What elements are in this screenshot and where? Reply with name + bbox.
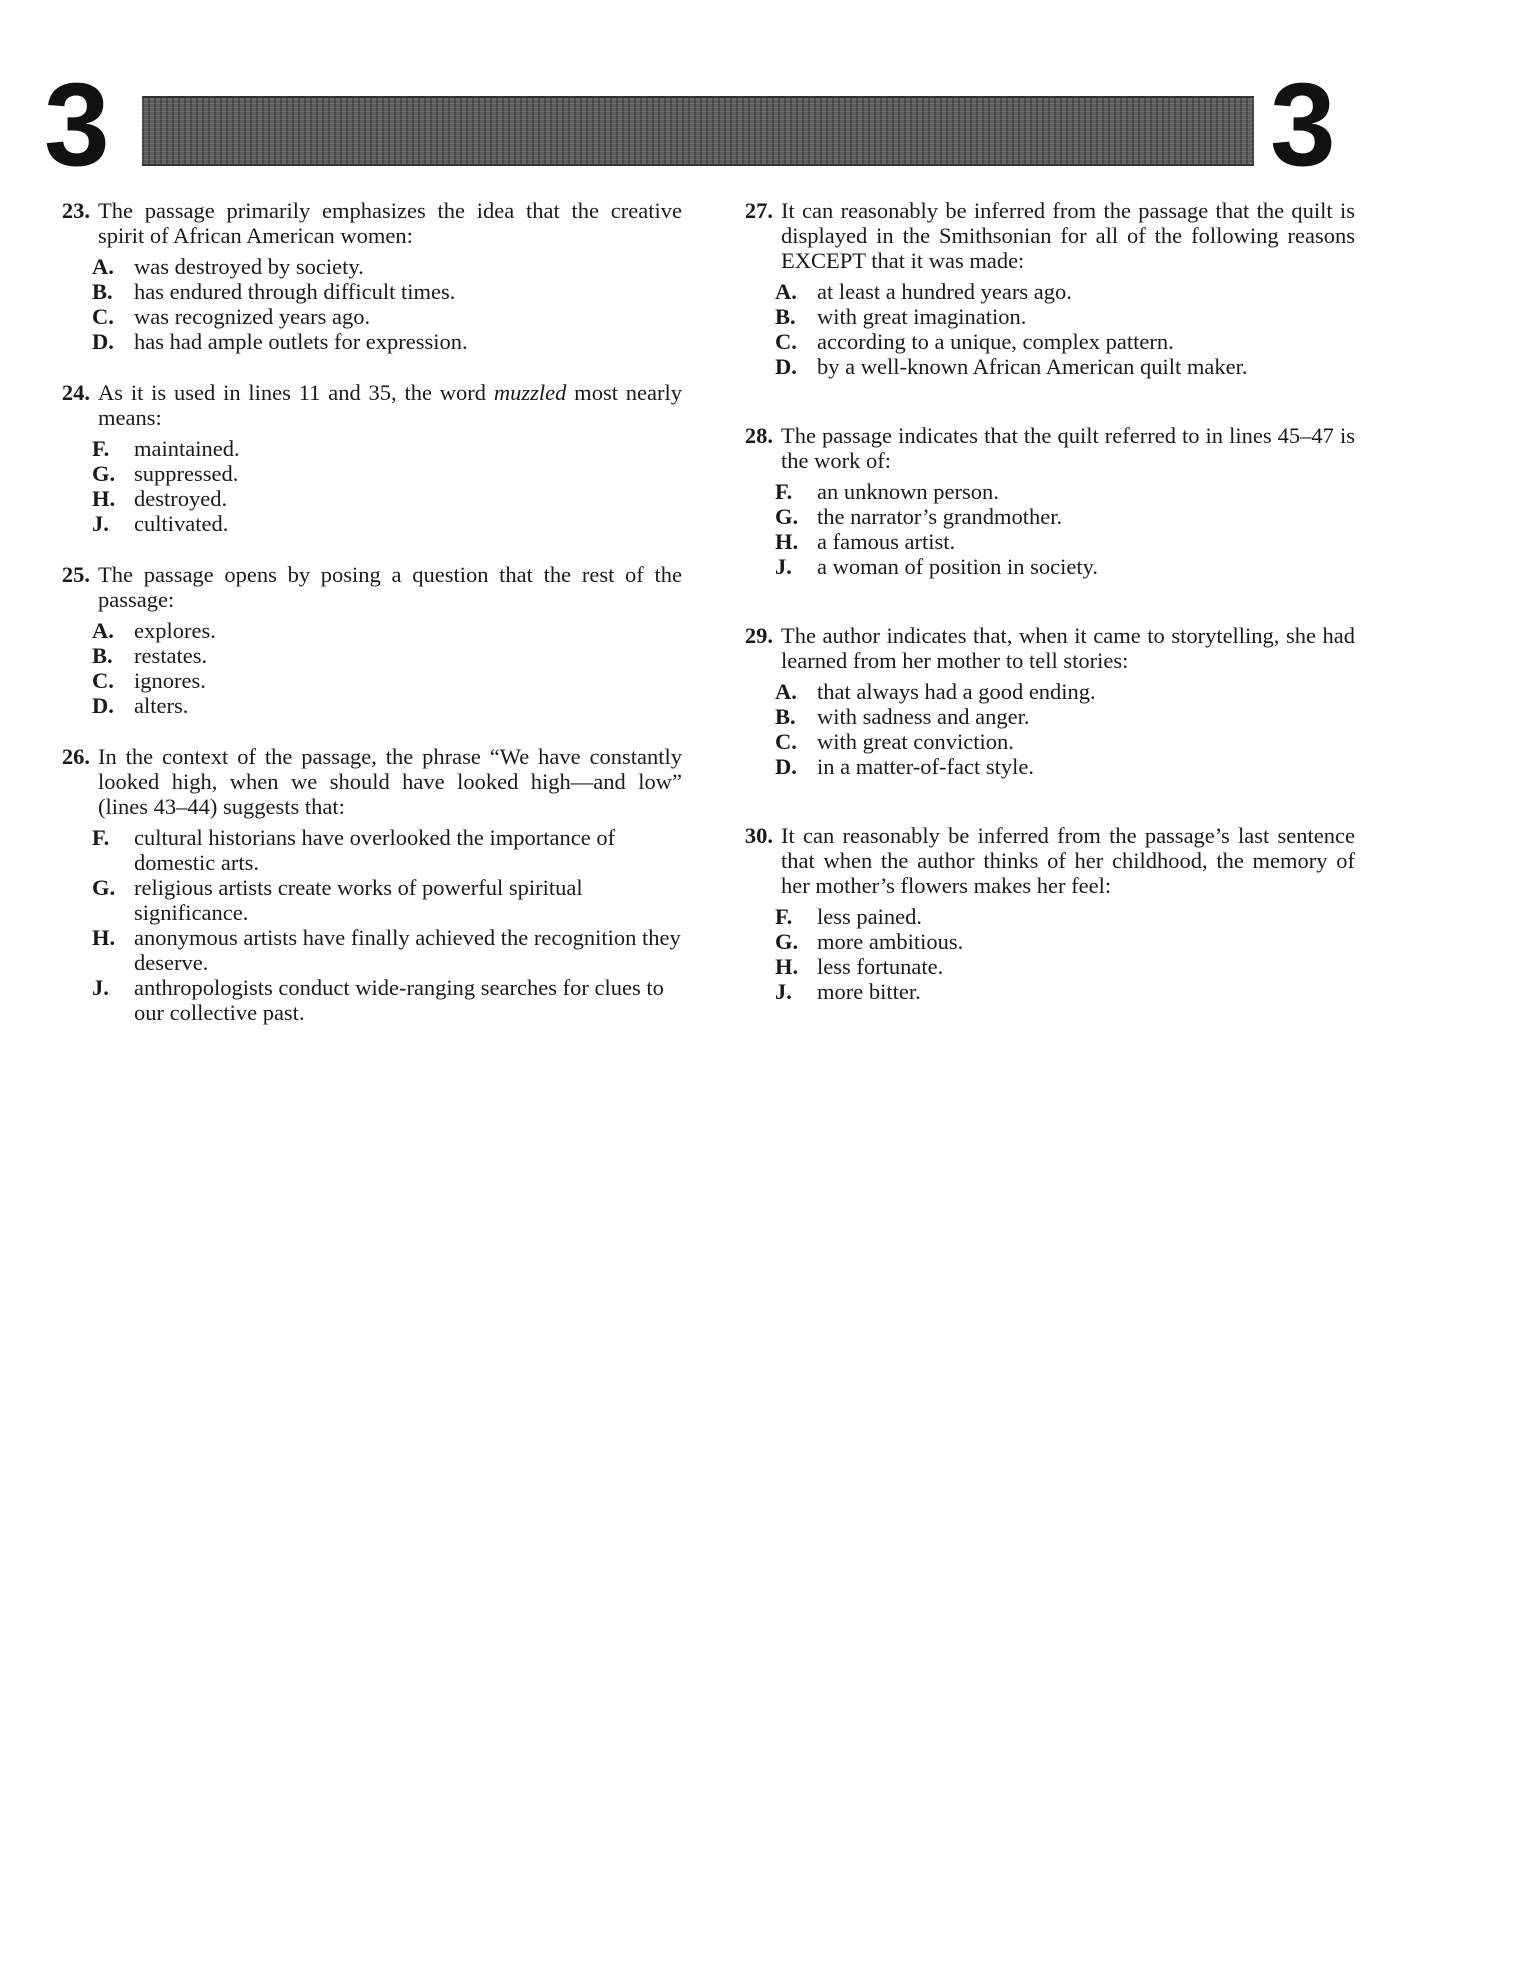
option-text: was recognized years ago. bbox=[134, 304, 371, 329]
question-stem: The passage opens by posing a question that the rest of the passage: bbox=[98, 562, 682, 612]
question-number: 30. bbox=[744, 823, 773, 848]
answer-option bbox=[92, 975, 682, 1025]
answer-option bbox=[92, 643, 682, 668]
question-number: 25. bbox=[61, 562, 90, 587]
question-stem bbox=[98, 380, 682, 430]
option-letter: B. bbox=[92, 279, 113, 304]
answer-option bbox=[775, 354, 1355, 379]
option-letter: F. bbox=[775, 904, 793, 929]
right-column bbox=[725, 198, 1355, 1030]
option-letter: G. bbox=[775, 929, 799, 954]
option-letter: G. bbox=[775, 504, 799, 529]
question-23 bbox=[42, 198, 682, 354]
option-text: more bitter. bbox=[817, 979, 921, 1004]
stem-text-before: As it is used in lines 11 and 35, the word bbox=[98, 380, 494, 405]
option-letter: F. bbox=[92, 436, 110, 461]
option-text: at least a hundred years ago. bbox=[817, 279, 1072, 304]
option-text: has had ample outlets for expression. bbox=[134, 329, 468, 354]
option-text: alters. bbox=[134, 693, 189, 718]
option-letter: A. bbox=[92, 254, 114, 279]
option-letter: D. bbox=[775, 754, 797, 779]
question-number: 28. bbox=[744, 423, 773, 448]
answer-option bbox=[775, 929, 1355, 954]
option-letter: J. bbox=[92, 511, 109, 536]
answer-option bbox=[92, 436, 682, 461]
question-number: 27. bbox=[744, 198, 773, 223]
answer-option bbox=[92, 486, 682, 511]
question-number: 26. bbox=[61, 744, 90, 769]
question-stem: The author indicates that, when it came to storytelling, she had learned from her mother to tell stories: bbox=[781, 623, 1355, 673]
section-header-bar bbox=[142, 96, 1254, 166]
answer-option bbox=[775, 954, 1355, 979]
answer-option bbox=[775, 479, 1355, 504]
question-26 bbox=[42, 744, 682, 1025]
option-text: has endured through difficult times. bbox=[134, 279, 456, 304]
option-letter: C. bbox=[775, 729, 797, 754]
option-text: anonymous artists have finally achieved the recognition they deserve. bbox=[134, 925, 681, 975]
option-letter: B. bbox=[92, 643, 113, 668]
option-letter: A. bbox=[92, 618, 114, 643]
question-25 bbox=[42, 562, 682, 718]
option-text: a famous artist. bbox=[817, 529, 956, 554]
stem-text-after: most nearly means: bbox=[98, 380, 682, 430]
question-stem: It can reasonably be inferred from the passage that the quilt is displayed in the Smithsonian for all of the following reasons EXCEPT that it was made: bbox=[781, 198, 1355, 273]
option-letter: J. bbox=[775, 979, 792, 1004]
question-27 bbox=[725, 198, 1355, 379]
answer-option bbox=[775, 329, 1355, 354]
answer-option bbox=[92, 925, 682, 975]
option-text: religious artists create works of powerful spiritual significance. bbox=[134, 875, 583, 925]
option-text: a woman of position in society. bbox=[817, 554, 1098, 579]
answer-option bbox=[92, 668, 682, 693]
option-letter: C. bbox=[92, 668, 114, 693]
answer-option bbox=[775, 554, 1355, 579]
section-number-left: 3 bbox=[44, 59, 110, 191]
option-letter: A. bbox=[775, 679, 797, 704]
option-text: with great conviction. bbox=[817, 729, 1014, 754]
option-text: in a matter-of-fact style. bbox=[817, 754, 1034, 779]
answer-option bbox=[775, 679, 1355, 704]
option-letter: H. bbox=[92, 486, 116, 511]
stem-emphasis: muzzled bbox=[493, 380, 567, 405]
answer-option bbox=[775, 304, 1355, 329]
answer-option bbox=[775, 279, 1355, 304]
answer-option bbox=[775, 529, 1355, 554]
answer-options bbox=[775, 679, 1355, 779]
answer-option bbox=[775, 904, 1355, 929]
option-text: according to a unique, complex pattern. bbox=[817, 329, 1174, 354]
option-text: with sadness and anger. bbox=[817, 704, 1030, 729]
option-letter: F. bbox=[775, 479, 793, 504]
option-text: less fortunate. bbox=[817, 954, 944, 979]
answer-option bbox=[775, 504, 1355, 529]
option-letter: B. bbox=[775, 304, 796, 329]
question-28 bbox=[725, 423, 1355, 579]
option-text: less pained. bbox=[817, 904, 922, 929]
answer-option bbox=[92, 618, 682, 643]
answer-option bbox=[92, 825, 682, 875]
answer-option bbox=[92, 279, 682, 304]
answer-option bbox=[92, 254, 682, 279]
answer-options bbox=[92, 825, 682, 1025]
answer-options bbox=[92, 254, 682, 354]
option-letter: C. bbox=[92, 304, 114, 329]
option-letter: G. bbox=[92, 461, 116, 486]
question-number: 29. bbox=[744, 623, 773, 648]
answer-options bbox=[92, 618, 682, 718]
option-letter: D. bbox=[92, 329, 114, 354]
option-letter: H. bbox=[775, 529, 799, 554]
question-stem: The passage indicates that the quilt referred to in lines 45–47 is the work of: bbox=[781, 423, 1355, 473]
answer-options bbox=[775, 479, 1355, 579]
answer-option bbox=[92, 329, 682, 354]
option-text: the narrator’s grandmother. bbox=[817, 504, 1063, 529]
answer-option bbox=[92, 461, 682, 486]
answer-option bbox=[775, 704, 1355, 729]
option-letter: D. bbox=[775, 354, 797, 379]
option-text: explores. bbox=[134, 618, 216, 643]
option-letter: A. bbox=[775, 279, 797, 304]
question-number: 24. bbox=[61, 380, 90, 405]
answer-options bbox=[775, 904, 1355, 1004]
answer-option bbox=[92, 875, 682, 925]
answer-option bbox=[92, 511, 682, 536]
option-text: an unknown person. bbox=[817, 479, 999, 504]
left-column bbox=[42, 198, 682, 1051]
question-stem: It can reasonably be inferred from the passage’s last sentence that when the author thinks of her childhood, the memory of her mother’s flowers makes her feel: bbox=[781, 823, 1355, 898]
answer-option bbox=[92, 693, 682, 718]
question-number: 23. bbox=[61, 198, 90, 223]
answer-options bbox=[775, 279, 1355, 379]
option-text: was destroyed by society. bbox=[134, 254, 364, 279]
option-text: with great imagination. bbox=[817, 304, 1027, 329]
option-letter: B. bbox=[775, 704, 796, 729]
option-letter: G. bbox=[92, 875, 116, 900]
option-letter: H. bbox=[775, 954, 799, 979]
question-stem: In the context of the passage, the phrase “We have constantly looked high, when we should have looked high—and low” (lines 43–44) suggests that: bbox=[98, 744, 682, 819]
option-text: suppressed. bbox=[134, 461, 239, 486]
answer-option bbox=[775, 754, 1355, 779]
option-text: by a well-known African American quilt maker. bbox=[817, 354, 1248, 379]
option-text: ignores. bbox=[134, 668, 206, 693]
option-letter: J. bbox=[775, 554, 792, 579]
answer-options bbox=[92, 436, 682, 536]
option-text: cultural historians have overlooked the importance of domestic arts. bbox=[134, 825, 616, 875]
question-30 bbox=[725, 823, 1355, 1004]
option-text: that always had a good ending. bbox=[817, 679, 1096, 704]
option-letter: H. bbox=[92, 925, 116, 950]
option-text: restates. bbox=[134, 643, 208, 668]
option-letter: F. bbox=[92, 825, 110, 850]
option-letter: C. bbox=[775, 329, 797, 354]
answer-option bbox=[92, 304, 682, 329]
option-text: anthropologists conduct wide-ranging searches for clues to our collective past. bbox=[134, 975, 664, 1025]
section-number-right: 3 bbox=[1270, 59, 1336, 191]
option-text: destroyed. bbox=[134, 486, 228, 511]
option-text: maintained. bbox=[134, 436, 240, 461]
option-letter: D. bbox=[92, 693, 114, 718]
answer-option bbox=[775, 979, 1355, 1004]
question-24 bbox=[42, 380, 682, 536]
question-29 bbox=[725, 623, 1355, 779]
option-text: cultivated. bbox=[134, 511, 229, 536]
question-stem: The passage primarily emphasizes the idea that the creative spirit of African American women: bbox=[98, 198, 682, 248]
option-text: more ambitious. bbox=[817, 929, 964, 954]
answer-option bbox=[775, 729, 1355, 754]
option-letter: J. bbox=[92, 975, 109, 1000]
